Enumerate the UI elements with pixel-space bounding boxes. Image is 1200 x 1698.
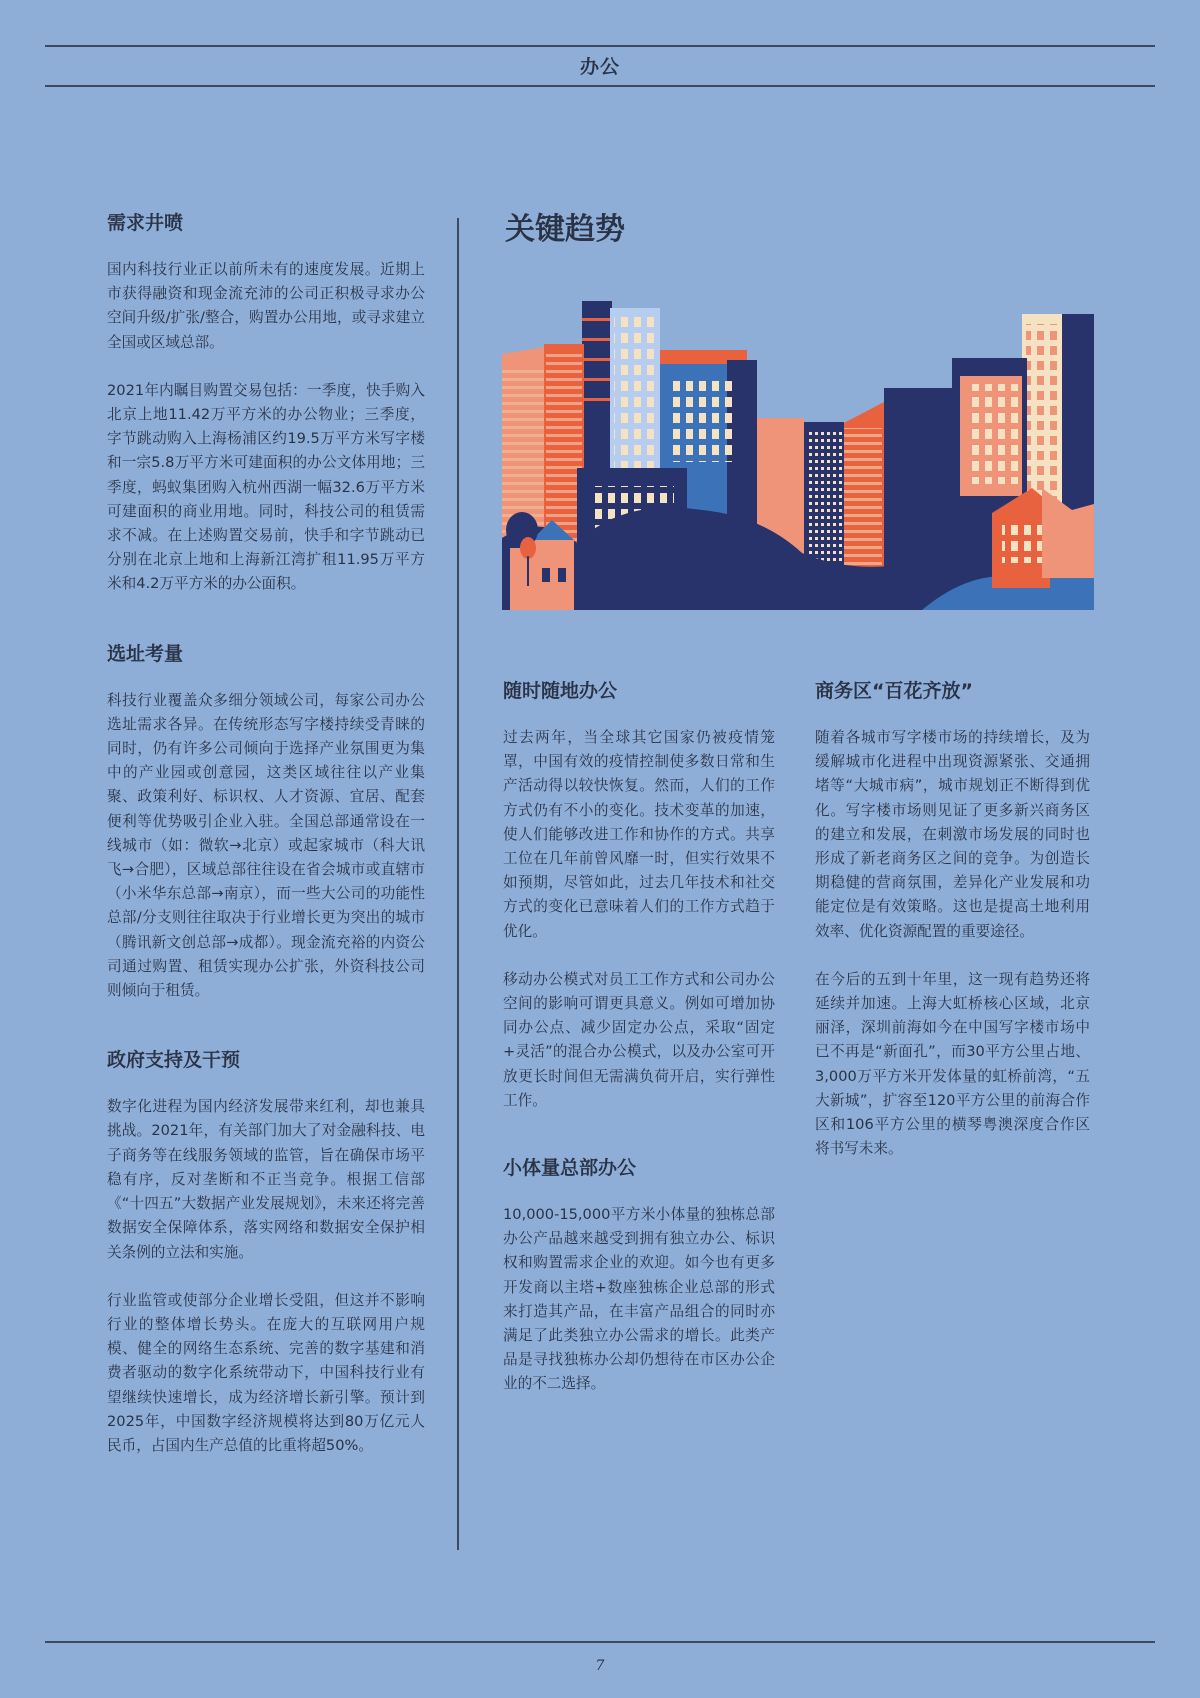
column-divider [457,218,459,1550]
paragraph: 国内科技行业正以前所未有的速度发展。近期上市获得融资和现金流充沛的公司正积极寻求办公空间升级/扩张/整合，购置办公用地，或寻求建立全国或区域总部。 [107,261,425,351]
key-trends-title: 关键趋势 [505,212,625,247]
page-number: 7 [595,1658,605,1674]
paragraph: 数字化进程为国内经济发展带来红利，却也兼具挑战。2021年，有关部门加大了对金融科技、电子商务等在线服务领域的监管，旨在确保市场平稳有序，反对垄断和不正当竞争。根据工信部《“十四五”大数据产业发展规划》，未来还将完善数据安全保障体系，落实网络和数据安全保护相关条例的立法和实施。 [107,1098,425,1261]
paragraph: 2021年内瞩目购置交易包括：一季度，快手购入北京上地11.42万平方米的办公物业；三季度，字节跳动购入上海杨浦区约19.5万平方米写字楼和一宗5.8万平方米可建面积的办公文体用地；三季度，蚂蚁集团购入杭州西湖一幅32.6万平方米可建面积的商业用地。同时，科技公司的租赁需求不减。在上述购置交易前，快手和字节跳动已分别在北京上地和上海新江湾扩租11.95万平方米和4.2万平方米的办公面积。 [107,381,425,593]
paragraph: 在今后的五到十年里，这一现有趋势还将延续并加速。上海大虹桥核心区域，北京丽泽，深圳前海如今在中国写字楼市场中已不再是“新面孔”，而30平方公里占地、3,000万平方米开发体量的虹桥前湾，“五大新城”，扩容至120平方公里的前海合作区和106平方公里的横琴粤澳深度合作区将书写未来。 [815,970,1090,1158]
section-heading: 选址考量 [107,642,184,665]
middle-column [503,678,775,1397]
section-heading: 政府支持及干预 [107,1049,241,1072]
header-rule-bottom [45,85,1155,87]
section-business-districts [815,678,1090,1161]
left-column [107,210,425,1458]
section-site-selection [107,641,425,1004]
paragraph: 10,000-15,000平方米小体量的独栋总部办公产品越来越受到拥有独立办公、标识权和购置需求企业的欢迎。如今也有更多开发商以主塔+数座独栋企业总部的形式来打造其产品，在丰富产品组合的同时亦满足了此类独立办公需求的增长。此类产品是寻找独栋办公却仍想待在市区办公企业的不二选择。 [503,1206,775,1393]
section-demand [107,210,425,597]
section-heading: 需求井喷 [107,212,184,234]
header-rule-top [45,45,1155,47]
paragraph: 行业监管或使部分企业增长受阻，但这并不影响行业的整体增长势头。在庞大的互联网用户规模、健全的网络生态系统、完善的数字基建和消费者驱动的数字化系统带动下，中国科技行业有望继续快速增长，成为经济增长新引擎。预计到2025年，中国数字经济规模将达到80万亿元人民币，占国内生产总值的比重将超50%。 [107,1291,425,1454]
paragraph: 科技行业覆盖众多细分领域公司，每家公司办公选址需求各异。在传统形态写字楼持续受青睐的同时，仍有许多公司倾向于选择产业氛围更为集中的产业园或创意园，这类区域往往以产业集聚、政策利好、标识权、人才资源、宜居、配套便利等优势吸引企业入驻。全国总部通常设在一线城市（如：微软→北京）或起家城市（科大讯飞→合肥），区域总部往往设在省会城市或直辖市（小米华东总部→南京），而一些大公司的功能性总部/分支则往往取决于行业增长更为突出的城市（腾讯新文创总部→成都）。现金流充裕的内资公司通过购置、租赁实现办公扩张，外资科技公司则倾向于租赁。 [107,691,425,1000]
city-skyline-illustration [502,298,1094,610]
section-small-hq [503,1155,775,1397]
section-anywhere-office [503,678,775,1113]
section-heading: 商务区“百花齐放” [815,680,973,702]
paragraph: 过去两年，当全球其它国家仍被疫情笼罩，中国有效的疫情控制使多数日常和生产活动得以较快恢复。然而，人们的工作方式仍有不小的变化。技术变革的加速，使人们能够改进工作和协作的方式。共享工位在几年前曾风靡一时，但实行效果不如预期，尽管如此，过去几年技术和社交方式的变化已意味着人们的工作方式趋于优化。 [503,729,775,940]
section-government [107,1047,425,1458]
paragraph: 移动办公模式对员工工作方式和公司办公空间的影响可谓更具意义。例如可增加协同办公点、减少固定办公点，采取“固定+灵活”的混合办公模式，以及办公室可开放更长时间但无需满负荷开启，实行弹性工作。 [503,970,775,1109]
footer-rule [45,1641,1155,1643]
section-title: 办公 [579,56,620,78]
section-heading: 小体量总部办公 [503,1157,637,1180]
section-heading: 随时随地办公 [503,680,618,702]
paragraph: 随着各城市写字楼市场的持续增长，及为缓解城市化进程中出现资源紧张、交通拥堵等“大城市病”，城市规划正不断得到优化。写字楼市场则见证了更多新兴商务区的建立和发展，在刺激市场发展的同时也形成了新老商务区之间的竞争。为创造长期稳健的营商氛围，差异化产业发展和功能定位是有效策略。这也是提高土地利用效率、优化资源配置的重要途径。 [815,729,1090,940]
right-column [815,678,1090,1161]
